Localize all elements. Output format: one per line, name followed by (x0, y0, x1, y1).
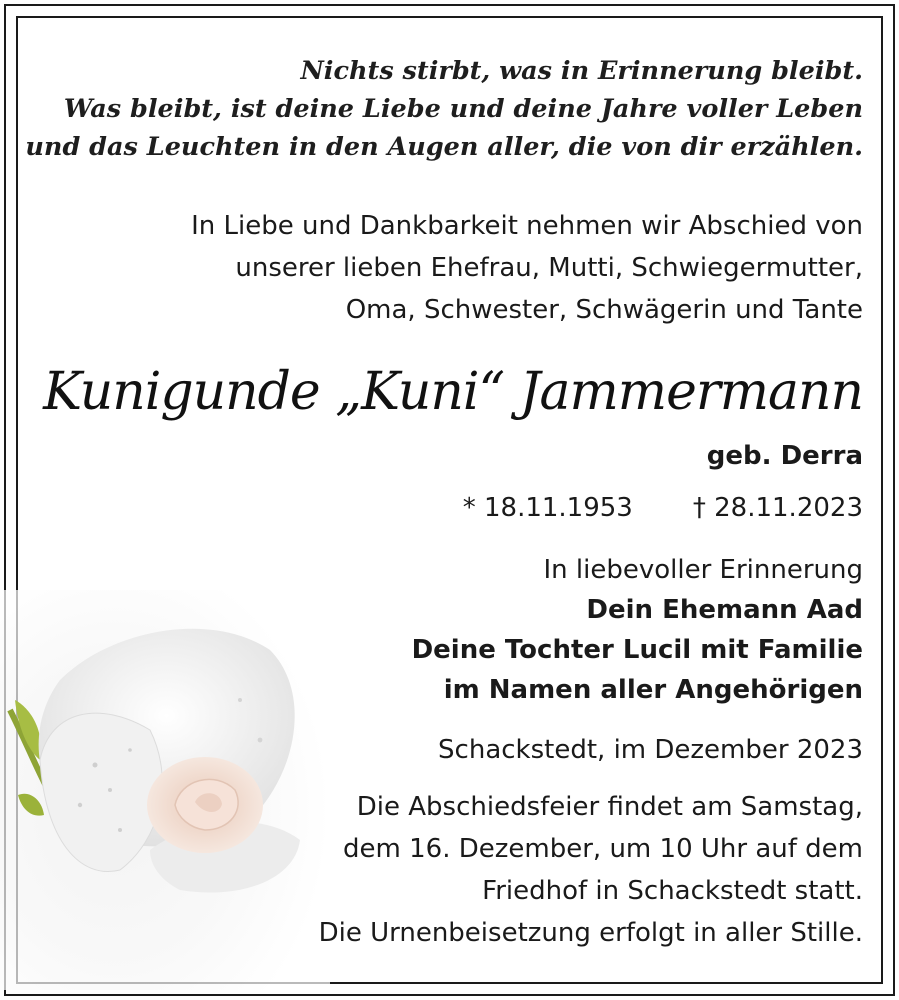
intro-line: unserer lieben Ehefrau, Mutti, Schwiegermutter, (235, 253, 863, 283)
mourner-line: Deine Tochter Lucil mit Familie (411, 635, 863, 665)
motto-line: Was bleibt, ist deine Liebe und deine Jahre voller Leben (63, 94, 863, 124)
death-date: † 28.11.2023 (692, 493, 863, 523)
birth-date: * 18.11.1953 (462, 493, 633, 523)
intro-line: Oma, Schwester, Schwägerin und Tante (345, 295, 863, 325)
motto-line: und das Leuchten in den Augen aller, die von dir erzählen. (25, 132, 863, 162)
mourner-line: Dein Ehemann Aad (586, 595, 863, 625)
deceased-name: Kunigunde „Kuni“ Jammermann (43, 362, 863, 422)
mourners (412, 550, 863, 710)
service-line: Die Abschiedsfeier findet am Samstag, (356, 792, 863, 822)
mourner-line: im Namen aller Angehörigen (443, 675, 863, 705)
service-line: Friedhof in Schackstedt statt. (482, 876, 863, 906)
service-line: Die Urnenbeisetzung erfolgt in aller Stille. (318, 918, 863, 948)
motto-line: Nichts stirbt, was in Erinnerung bleibt. (300, 56, 863, 86)
birth-name: geb. Derra (706, 441, 863, 471)
white-rose-icon (0, 590, 330, 990)
service-info (319, 786, 863, 954)
place-date: Schackstedt, im Dezember 2023 (438, 735, 863, 765)
motto-quote (25, 52, 863, 166)
service-line: dem 16. Dezember, um 10 Uhr auf dem (343, 834, 863, 864)
mourners-intro: In liebevoller Erinnerung (543, 555, 863, 585)
intro-line: In Liebe und Dankbarkeit nehmen wir Abschied von (191, 211, 863, 241)
life-dates (463, 488, 863, 528)
farewell-intro (191, 205, 863, 331)
